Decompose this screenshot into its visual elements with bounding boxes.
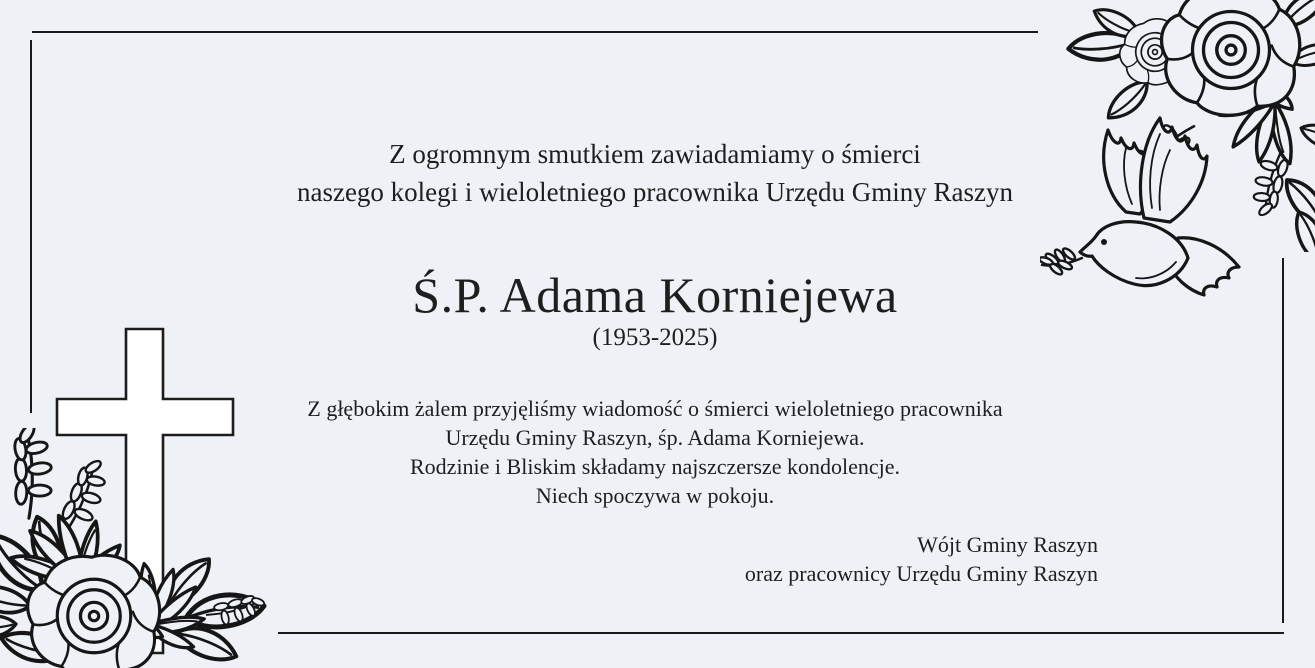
- condolence-line-4: Niech spoczywa w pokoju.: [535, 483, 775, 508]
- frame-border-right: [1282, 258, 1284, 623]
- signature-line-1: Wójt Gminy Raszyn: [917, 532, 1098, 557]
- frame-border-left: [30, 40, 32, 413]
- intro-line-2: naszego kolegi i wieloletniego pracownika Urzędu Gminy Raszyn: [296, 177, 1014, 207]
- intro-line-1: Z ogromnym smutkiem zawiadamiamy o śmierci: [389, 139, 921, 169]
- intro-text: [120, 135, 1190, 211]
- frame-border-bottom: [278, 632, 1284, 634]
- frame-border-top: [32, 31, 1038, 33]
- deceased-name: Ś.P. Adama Korniejewa: [412, 267, 898, 323]
- condolence-line-1: Z głębokim żalem przyjęliśmy wiadomość o śmierci wieloletniego pracownika: [307, 396, 1003, 421]
- condolence-line-2: Urzędu Gminy Raszyn, śp. Adama Korniejewa.: [445, 425, 865, 450]
- condolence-text: [120, 394, 1190, 510]
- condolence-line-3: Rodzinie i Bliskim składamy najszczersze kondolencje.: [410, 454, 900, 479]
- signature-line-2: oraz pracownicy Urzędu Gminy Raszyn: [744, 561, 1098, 586]
- signature-block: [745, 530, 1098, 588]
- life-years: (1953-2025): [592, 324, 718, 351]
